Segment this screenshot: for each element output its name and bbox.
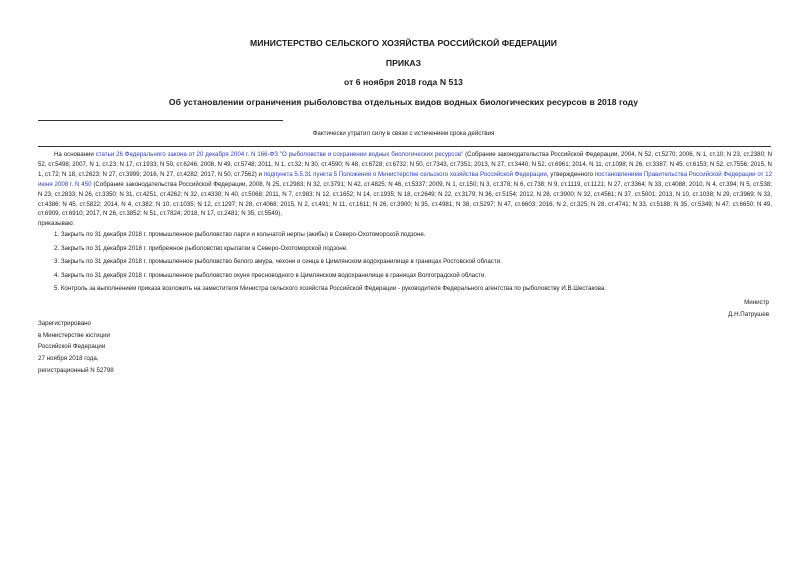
ministry-heading: МИНИСТЕРСТВО СЕЛЬСКОГО ХОЗЯЙСТВА РОССИЙСКОЙ ФЕДЕРАЦИИ <box>250 38 557 48</box>
full-divider <box>38 146 771 147</box>
document-title: Об установлении ограничения рыболовства отдельных видов водных биологических ресурсов в 2018 году <box>168 97 639 107</box>
law-article-26-link[interactable]: статьи 26 Федерального закона от 20 декабря 2004 г. N 166-ФЗ "О рыболовстве и сохранении водных биологических ресурсов" <box>95 151 464 158</box>
order-item-3: 3. Закрыть по 31 декабря 2018 г. промышленное рыболовство белого амура, чехони и синца в Цимлянском водохранилище в границах Ростовской области. <box>54 258 502 266</box>
preamble-paragraph <box>38 150 772 219</box>
order-item-5: 5. Контроль за выполнением приказа возложить на заместителя Министра сельского хозяйства Российской Федерации - руководителя Федерального агентства по рыболовству И.В.Шестакова. <box>54 285 607 293</box>
registration-line-5: регистрационный N 52798 <box>38 366 114 374</box>
order-word: приказываю: <box>38 220 75 228</box>
signature-block <box>728 297 769 321</box>
preamble-text-4: (Собрание законодательства Российской Федерации, 2008, N 25, ст.2983; N 32, ст.3791; N 42, ст.4825; N 46, ст.5337; 2009, N 1, ст.150; N 3, ст.378; N 6, ст.738; N 9, ст.1119, ст.1121; N 27, ст.3364; N 33, ст.4088; 2010, N 4, ст.394; N 5, ст.538; N 23, ст.2833; N 26, ст.3350; N 31, ст.4251, ст.4262; N 32, ст.4330; N 40, ст.5068; 2011, N 7, ст.983; N 12, ст.1652; N 14, ст.1935; N 18, ст.2649; N 22, ст.3179; N 36, ст.5154; 2012, N 28, ст.3900; N 32, ст.4561; N 37, ст.5001; 2013, N 10, ст.1038; N 29, ст.3969; N 33, ст.4386; N 45, ст.5822; 2014, N 4, ст.382; N 10, ст.1035; N 12, ст.1297; N 28, ст.4068; 2015, N 2, ст.491; N 11, ст.1611; N 26, ст.3900; N 35, ст.4981; N 38, ст.5297; N 47, ст.6603; 2016, N 2, ст.325; N 28, ст.4741; N 33, ст.5188; N 35, ст.5349; N 47, ст.6650; N 49, ст.6909, ст.6910; 2017, N 26, ст.3852; N 51, ст.7824; 2018, N 17, ст.2481; N 35, ст.5549), <box>38 180 772 218</box>
order-item-1: 1. Закрыть по 31 декабря 2018 г. промышленное рыболовство ларги и кольчатой нерпы (акибы) в Северо-Охотоморской подзоне. <box>54 231 426 239</box>
document-date-number: от 6 ноября 2018 года N 513 <box>344 77 463 87</box>
order-items-list <box>38 230 772 294</box>
signature-position: Министр <box>744 299 769 306</box>
registration-line-4: 27 ноября 2018 года, <box>38 355 99 363</box>
registration-line-3: Российской Федерации <box>38 343 106 351</box>
government-resolution-link[interactable]: постановлением Правительства Российской Федерации от 12 июня 2008 г. N 450 <box>38 170 772 188</box>
signature-name: Д.Н.Патрушев <box>728 311 769 318</box>
order-item-4: 4. Закрыть по 31 декабря 2018 г. промышленное рыболовство окуня пресноводного в Цимлянском водохранилище в границах Волгоградской области. <box>54 271 487 279</box>
regulation-subpoint-link[interactable]: подпункта 5.5.31 пункта 5 Положения о Министерстве сельского хозяйства Российской Федерации <box>263 170 547 178</box>
preamble-text-2: (Собрание законодательства Российской Федерации, 2004, N 52, ст.5270; 2006, N 1, ст.10; N 23, ст.2380; N 52, ст.5498; 2007, N 1, ст.23; N 17, ст.1933; N 50, ст.6246; 2008, N 49, ст.5748; 2011, N 1, ст.32; N 30, ст.4590; N 48, ст.6728; ст.6732; N 50, ст.7343, ст.7351; 2013, N 27, ст.3440; N 52, ст.6961; 2014, N 11, ст.1098; N 26, ст.3387; N 45, ст.6153; N 52, ст.7556; 2015, N 1, ст.72; N 18, ст.2623; N 27, ст.3999; 2016, N 27, ст.4282; 2017, N 50, ст.7562) и <box>38 151 772 178</box>
short-divider <box>38 120 283 121</box>
document-type-heading: ПРИКАЗ <box>385 58 422 68</box>
preamble-text-1: На основании <box>54 151 96 158</box>
registration-block <box>38 318 114 377</box>
document-body <box>38 150 772 298</box>
registration-line-2: в Министерстве юстиции <box>38 331 111 339</box>
preamble-text-3: , утвержденного <box>546 170 595 178</box>
registration-line-1: Зарегистрировано <box>38 320 91 327</box>
order-item-2: 2. Закрыть по 31 декабря 2018 г. прибрежное рыболовство крылатки в Северо-Охотоморской подзоне. <box>54 244 348 252</box>
status-notice: Фактически утратил силу в связи с истечением срока действия <box>312 130 495 137</box>
